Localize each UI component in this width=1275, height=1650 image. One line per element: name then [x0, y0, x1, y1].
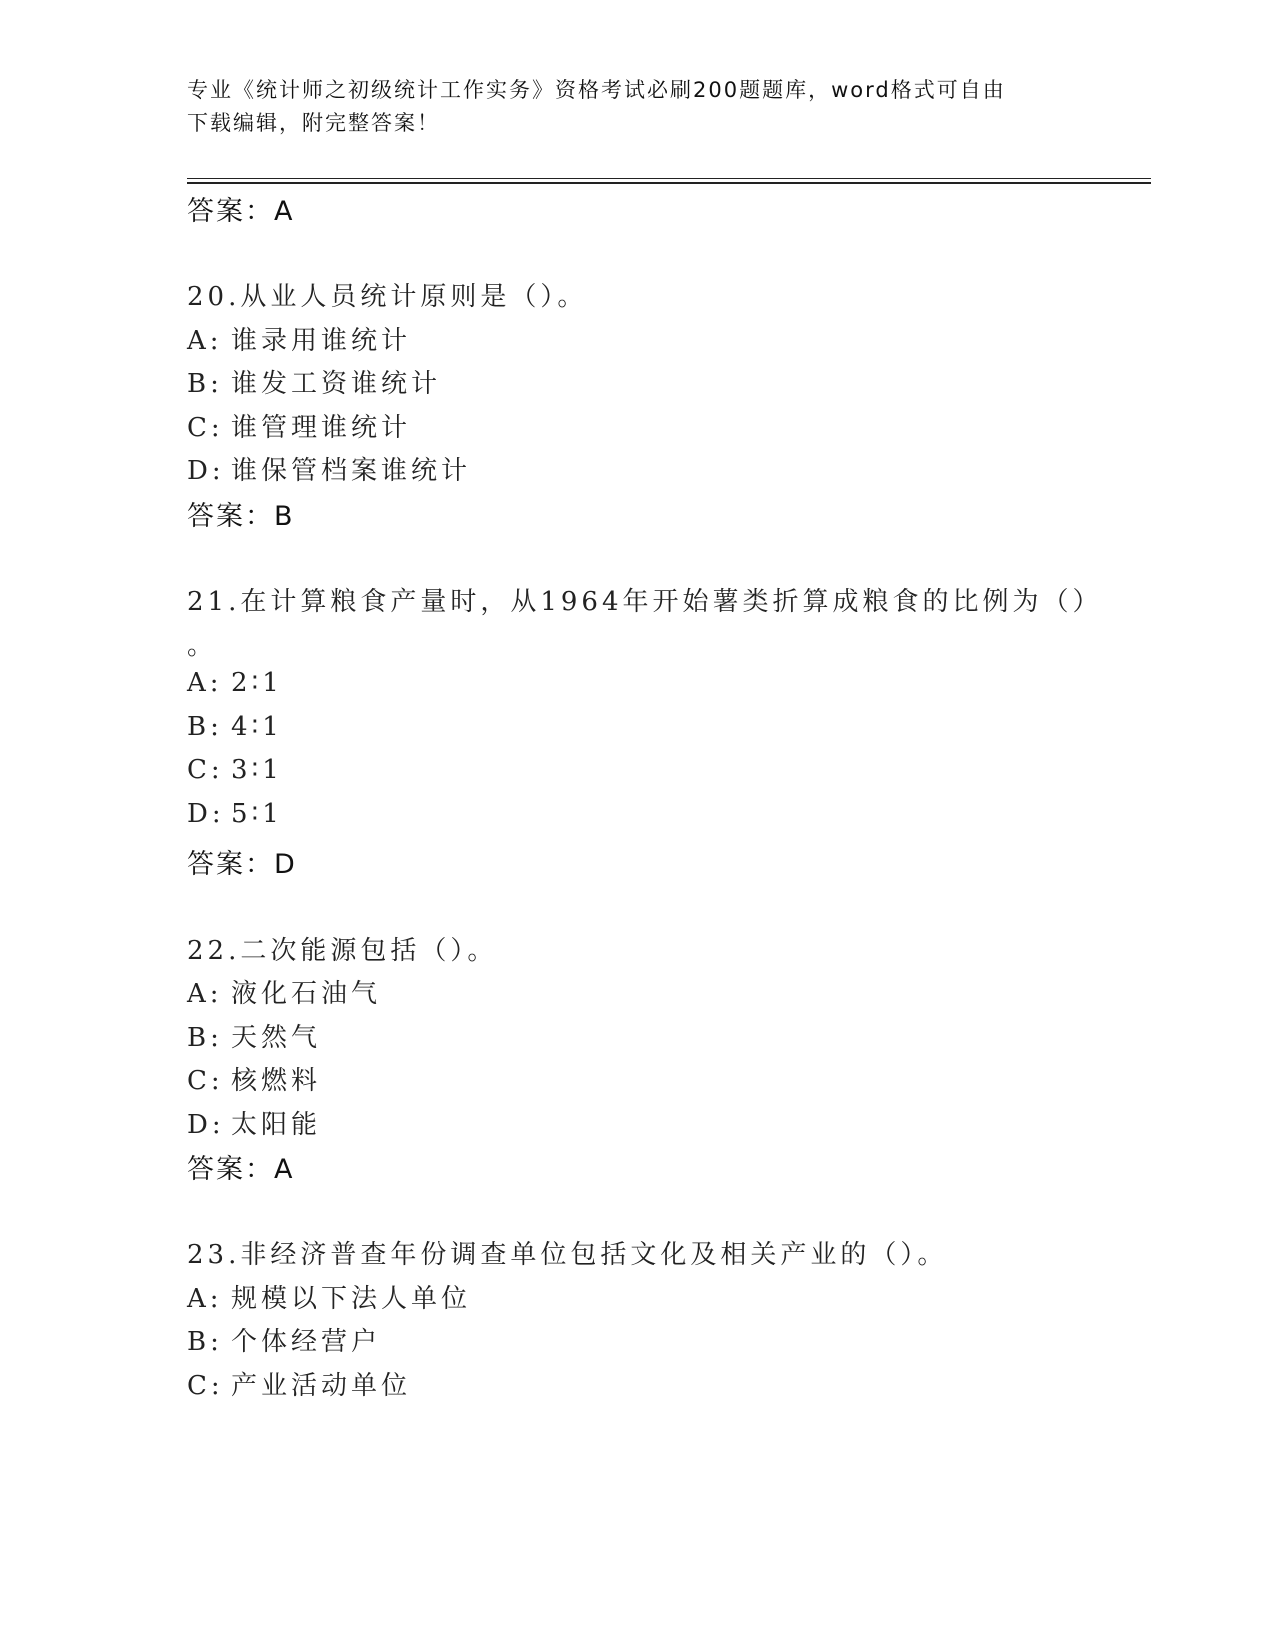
q21-option-d [187, 799, 283, 829]
q21-option-c [187, 755, 283, 785]
option-text: 谁管理谁统计 [231, 413, 412, 443]
option-key: A: [187, 1284, 223, 1314]
q23-option-c [187, 1365, 411, 1402]
option-text: 3∶1 [231, 755, 283, 785]
option-key: B: [187, 1023, 223, 1053]
header-line-2: 下载编辑，附完整答案！ [187, 111, 440, 135]
option-key: B: [187, 1327, 223, 1357]
option-text: 个体经营户 [231, 1327, 382, 1357]
header-line-1: 专业《统计师之初级统计工作实务》资格考试必刷200题题库，word格式可自由 [187, 78, 1006, 102]
question-20: 20.从业人员统计原则是（）。 [187, 282, 588, 312]
q22-option-c [187, 1060, 321, 1097]
option-text: 产业活动单位 [231, 1371, 412, 1401]
option-text: 液化石油气 [231, 979, 382, 1009]
option-key: C: [187, 755, 224, 785]
q21-option-b [187, 712, 283, 742]
option-key: B: [187, 369, 223, 399]
document-header [187, 74, 1067, 140]
header-divider-thick [187, 182, 1151, 184]
q22-option-a [187, 973, 381, 1010]
q21-answer: 答案：D [187, 849, 297, 880]
q22-answer: 答案：A [187, 1154, 295, 1185]
q23-option-a [187, 1278, 471, 1315]
option-text: 2∶1 [231, 668, 283, 698]
q22-option-d [187, 1104, 321, 1141]
option-key: C: [187, 1066, 224, 1096]
question-21: 21.在计算粮食产量时，从1964年开始薯类折算成粮食的比例为（） [187, 587, 1103, 617]
option-text: 4∶1 [231, 712, 283, 742]
q20-option-d [187, 450, 471, 487]
q20-option-a [187, 320, 411, 357]
answer-previous: 答案：A [187, 196, 295, 227]
option-text: 规模以下法人单位 [231, 1284, 472, 1314]
q20-answer: 答案：B [187, 501, 295, 532]
option-text: 谁录用谁统计 [231, 326, 412, 356]
option-key: D: [187, 1110, 225, 1140]
option-key: C: [187, 413, 224, 443]
q23-option-b [187, 1321, 381, 1358]
option-text: 天然气 [231, 1023, 322, 1053]
question-21-continuation: 。 [187, 631, 218, 661]
header-divider-thin [187, 178, 1151, 179]
option-key: A: [187, 979, 223, 1009]
q22-option-b [187, 1017, 321, 1054]
option-key: B: [187, 712, 223, 742]
option-text: 核燃料 [231, 1066, 322, 1096]
q21-option-a [187, 668, 283, 698]
question-22: 22.二次能源包括（）。 [187, 936, 498, 966]
option-key: D: [187, 456, 225, 486]
question-23: 23.非经济普查年份调查单位包括文化及相关产业的（）。 [187, 1240, 948, 1270]
option-key: A: [187, 668, 223, 698]
q20-option-c [187, 407, 411, 444]
q20-option-b [187, 363, 441, 400]
option-key: C: [187, 1371, 224, 1401]
option-text: 谁保管档案谁统计 [231, 456, 472, 486]
option-text: 太阳能 [231, 1110, 322, 1140]
option-key: A: [187, 326, 223, 356]
option-key: D: [187, 799, 225, 829]
option-text: 谁发工资谁统计 [231, 369, 442, 399]
option-text: 5∶1 [231, 799, 283, 829]
